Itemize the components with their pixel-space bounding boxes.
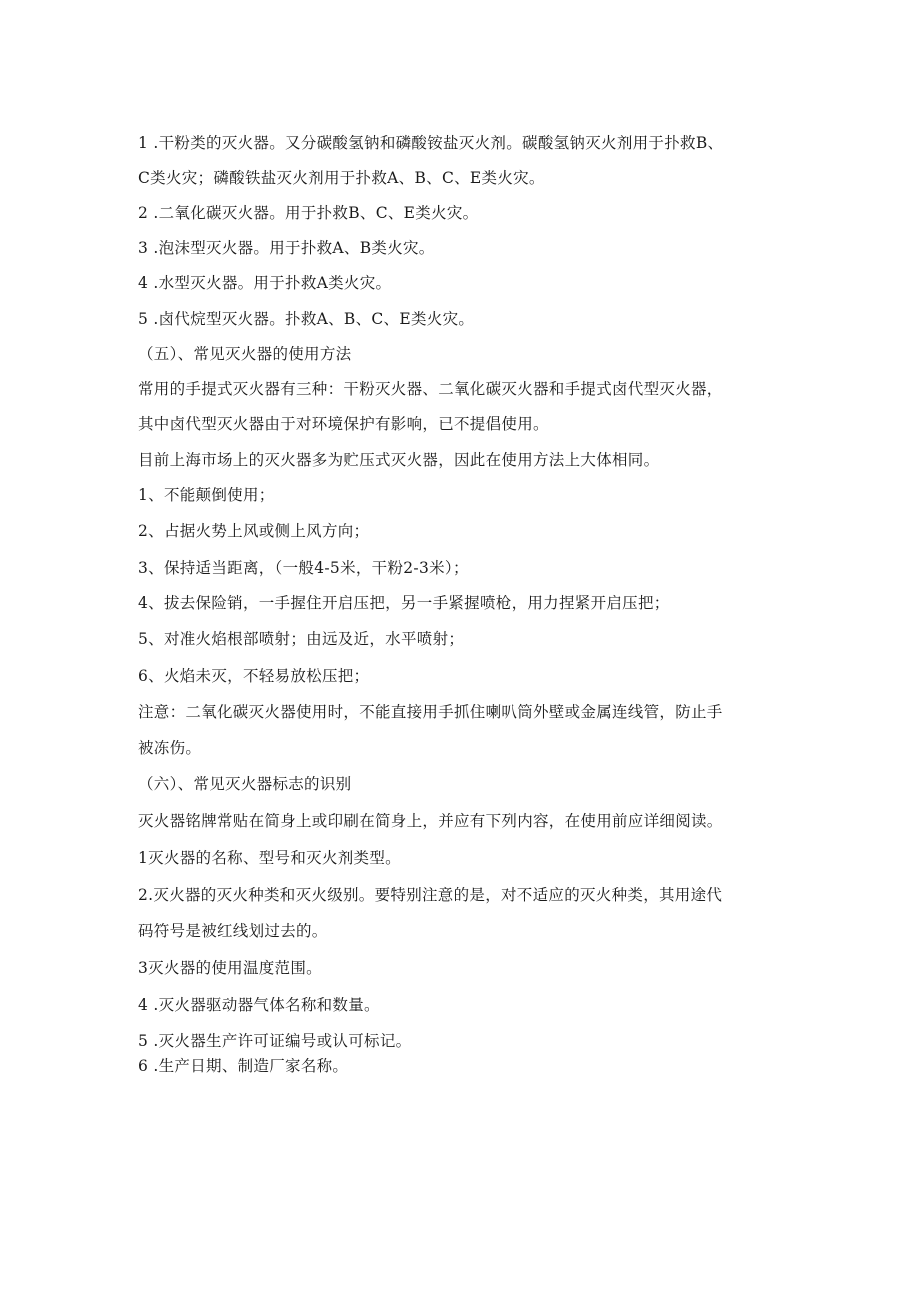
text-line: 3灭火器的使用温度范围。	[138, 959, 322, 977]
text-line: 4 .水型灭火器。用于扑救A类火灾。	[138, 274, 392, 292]
text-line: 5 .卤代烷型灭火器。扑救A、B、C、E类火灾。	[138, 310, 475, 328]
text-line: C类火灾；磷酸铁盐灭火剂用于扑救A、B、C、E类火灾。	[138, 169, 545, 187]
text-line: 目前上海市场上的灭火器多为贮压式灭火器，因此在使用方法上大体相同。	[138, 451, 660, 469]
text-line: 4 .灭火器驱动器气体名称和数量。	[138, 996, 380, 1014]
text-line: 3、保持适当距离，（一般4-5米，干粉2-3米）；	[138, 559, 469, 577]
text-line: 1 .干粉类的灭火器。又分碳酸氢钠和磷酸铵盐灭火剂。碳酸氢钠灭火剂用于扑救B、	[138, 134, 724, 152]
text-line: 6 .生产日期、制造厂家名称。	[138, 1057, 349, 1075]
text-line: 码符号是被红线划过去的。	[138, 922, 328, 940]
text-line: 3 .泡沫型灭火器。用于扑救A、B类火灾。	[138, 239, 435, 257]
text-line: 4、拔去保险销，一手握住开启压把，另一手紧握喷枪，用力捏紧开启压把；	[138, 594, 670, 612]
text-line: 2.灭火器的灭火种类和灭火级别。要特别注意的是，对不适应的灭火种类，其用途代	[138, 886, 723, 904]
text-line: 被冻伤。	[138, 739, 202, 757]
text-line: 1灭火器的名称、型号和灭火剂类型。	[138, 849, 401, 867]
text-line: 注意：二氧化碳灭火器使用时，不能直接用手抓住喇叭筒外壁或金属连线管，防止手	[138, 703, 723, 721]
text-line: 6、火焰未灭，不轻易放松压把；	[138, 667, 370, 685]
text-line: 1、不能颠倒使用；	[138, 486, 275, 504]
text-line: 5 .灭火器生产许可证编号或认可标记。	[138, 1032, 412, 1050]
text-line: 5、对准火焰根部喷射；由远及近，水平喷射；	[138, 630, 465, 648]
text-line: 常用的手提式灭火器有三种：干粉灭火器、二氧化碳灭火器和手提式卤代型灭火器，	[138, 380, 723, 398]
section-heading: （六）、常见灭火器标志的识别	[138, 775, 352, 793]
text-line: 2、占据火势上风或侧上风方向；	[138, 522, 370, 540]
text-line: 2 .二氧化碳灭火器。用于扑救B、C、E类火灾。	[138, 204, 479, 222]
text-line: 其中卤代型灭火器由于对环境保护有影响，已不提倡使用。	[138, 415, 549, 433]
text-line: 灭火器铭牌常贴在简身上或印刷在简身上，并应有下列内容，在使用前应详细阅读。	[138, 812, 723, 830]
section-heading: （五）、常见灭火器的使用方法	[138, 345, 352, 363]
